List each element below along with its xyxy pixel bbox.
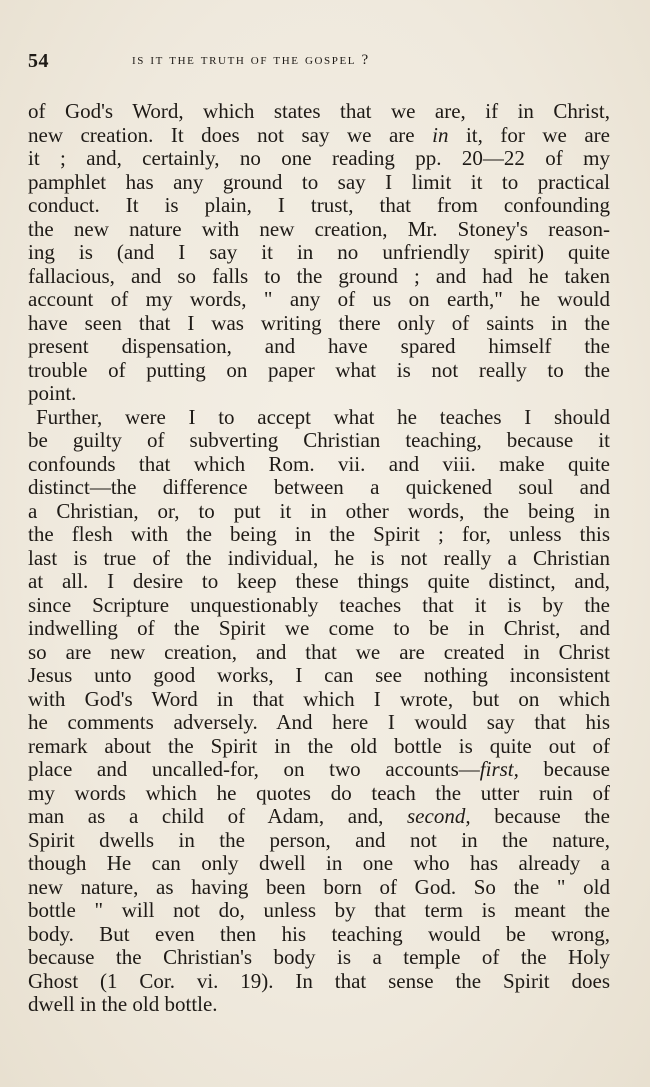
text-line: last is true of the individual, he is not really a Christian bbox=[28, 545, 610, 570]
text-line: remark about the Spirit in the old bottle is quite out of bbox=[28, 733, 610, 758]
text-line: present dispensation, and have spared himself the bbox=[28, 334, 610, 358]
page-number: 54 bbox=[28, 50, 49, 72]
text-line: so are new creation, and that we are created in Christ bbox=[28, 639, 610, 664]
text-line: place and uncalled-for, on two accounts—first, because bbox=[28, 757, 610, 781]
text-line: Jesus unto good works, I can see nothing inconsistent bbox=[28, 663, 610, 687]
text-line: distinct—the difference between a quickened soul and bbox=[28, 475, 610, 499]
text-line: my words which he quotes do teach the utter ruin of bbox=[28, 780, 610, 805]
text-line: though He can only dwell in one who has already a bbox=[28, 851, 610, 875]
text-line: Further, were I to accept what he teaches I should bbox=[36, 404, 610, 429]
text-line: confounds that which Rom. vii. and viii. make quite bbox=[28, 451, 610, 476]
text-line: point. bbox=[28, 381, 77, 405]
text-line: the new nature with new creation, Mr. Stoney's reason- bbox=[28, 216, 610, 241]
text-line: Spirit dwells in the person, and not in the nature, bbox=[28, 827, 610, 852]
emphasis-in: in bbox=[432, 122, 449, 147]
text-line: with God's Word in that which I wrote, but on which bbox=[28, 686, 610, 711]
text-line: trouble of putting on paper what is not really to the bbox=[28, 357, 610, 382]
text-line: at all. I desire to keep these things quite distinct, and, bbox=[28, 569, 610, 593]
text-line: he comments adversely. And here I would say that his bbox=[28, 710, 610, 734]
body-text bbox=[28, 100, 610, 1017]
text-line: a Christian, or, to put it in other words, the being in bbox=[28, 498, 610, 523]
text-line: be guilty of subverting Christian teaching, because it bbox=[28, 428, 610, 452]
text-line: account of my words, " any of us on earth," he would bbox=[28, 287, 610, 311]
text-line: because the Christian's body is a temple of the Holy bbox=[28, 945, 610, 969]
text-line: bottle " will not do, unless by that term is meant the bbox=[28, 898, 610, 922]
text-line: have seen that I was writing there only of saints in the bbox=[28, 310, 610, 335]
text-line: man as a child of Adam, and, second, because the bbox=[28, 804, 610, 828]
emphasis-second: second, bbox=[407, 804, 471, 828]
text-line: new nature, as having been born of God. So the " old bbox=[28, 874, 610, 899]
text-line: dwell in the old bottle. bbox=[28, 992, 218, 1016]
emphasis-first: first, bbox=[479, 757, 519, 781]
text-line: body. But even then his teaching would be wrong, bbox=[28, 921, 610, 946]
text-line: ing is (and I say it in no unfriendly spirit) quite bbox=[28, 240, 610, 264]
text-line: Ghost (1 Cor. vi. 19). In that sense the Spirit does bbox=[28, 968, 610, 993]
text-line: it ; and, certainly, no one reading pp. 20—22 of my bbox=[28, 146, 610, 170]
text-line: indwelling of the Spirit we come to be in Christ, and bbox=[28, 616, 610, 640]
text-line: since Scripture unquestionably teaches that it is by the bbox=[28, 592, 610, 617]
text-line: of God's Word, which states that we are, if in Christ, bbox=[28, 99, 610, 123]
text-line: the flesh with the being in the Spirit ; for, unless this bbox=[28, 522, 610, 546]
text-line: fallacious, and so falls to the ground ; and had he taken bbox=[28, 263, 610, 288]
page-header bbox=[28, 50, 618, 80]
text-line: conduct. It is plain, I trust, that from confounding bbox=[28, 193, 610, 217]
text-line: new creation. It does not say we are in it, for we are bbox=[28, 122, 610, 147]
running-head: is it the truth of the gospel ? bbox=[132, 52, 370, 68]
text-line: pamphlet has any ground to say I limit it to practical bbox=[28, 169, 610, 194]
